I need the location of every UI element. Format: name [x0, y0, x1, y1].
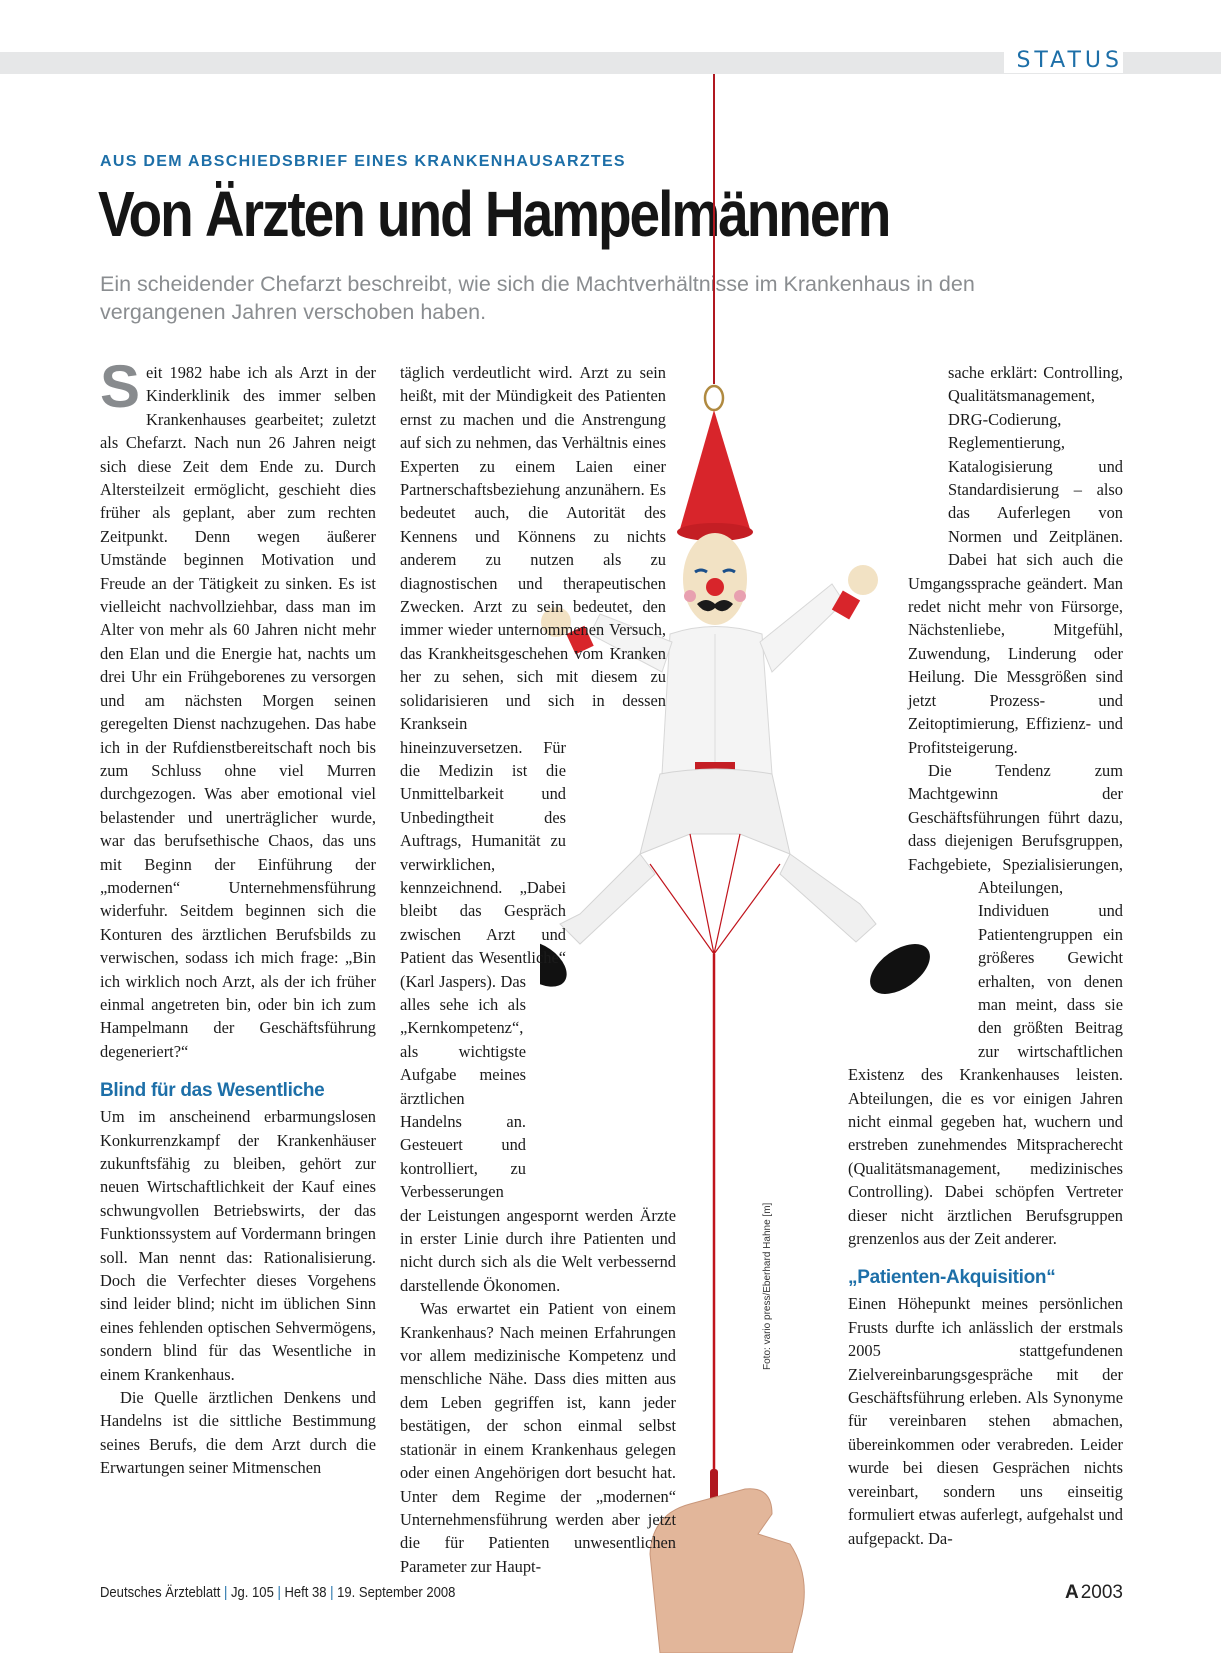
journal-name: Deutsches Ärzteblatt	[100, 1585, 221, 1601]
article-column-1	[100, 353, 376, 1480]
puppet-arm-right	[760, 584, 844, 672]
headline: Von Ärzten und Hampelmännern	[98, 178, 890, 250]
puppet-hat	[680, 410, 750, 529]
paragraph: Um im anscheinend erbarmungslosen Konkurrenzkampf der Krankenhäuser zukunftsfähig zu bleiben, gehört zur neuen Wirtschaftlichkeit der Kauf eines schwungvollen Betriebswirts, der das Funktionssystem auf Vordermann bringen soll. Man nennt das: Rationalisierung. Doch die Verfechter dieses Vorgehens sind leider blind; nicht im üblichen Sinn eines fehlenden optischen Sehvermögens, sondern blind für das Wesentliche in einem Krankenhaus.	[100, 1107, 376, 1384]
kicker: AUS DEM ABSCHIEDSBRIEF EINES KRANKENHAUSARZTES	[100, 153, 626, 170]
volume: Jg. 105	[231, 1585, 274, 1601]
paragraph: Die Tendenz zum Machtgewinn der Geschäftsführungen führt dazu, dass diejenigen Berufsgruppen, Fachgebiete, Spezialisierungen, Abteilungen, Individuen und Patientengruppen ein größeres Gewicht erhalten, von denen man meint, dass sie den größten Beitrag zur wirtschaftlichen Existenz des Krankenhauses leisten. Abteilungen, die es vor einigen Jahren nicht einmal gegeben hat, wuchern und erstreben zunehmendes Mitspracherecht (Qualitätsmanagement, medizinisches Controlling). Dabei schöpfen Vertreter dieser nicht ärztlichen Berufsgruppen grenzenlos aus der Zeit anderer.	[848, 760, 1123, 1249]
footer-citation: Deutsches Ärzteblatt | Jg. 105 | Heft 38 | 19. September 2008	[100, 1585, 456, 1601]
issue-date: 19. September 2008	[337, 1585, 456, 1601]
page-number-value: 2003	[1080, 1582, 1123, 1603]
subheading: Blind für das Wesentliche	[100, 1080, 325, 1102]
puppet-nose	[706, 578, 724, 596]
paragraph: täglich verdeutlicht wird. Arzt zu sein heißt, mit der Mündigkeit des Patienten ernst zu machen und die Anstrengung auf sich zu nehmen, das Verhältnis eines Experten zu einem Laien einer Partnerschaftsbeziehung anzunähern. Es bedeutet auch, die Autorität des Kennens und Könnens zu nichts anderem zu nutzen als zu diagnostischen und therapeutischen Zwecken. Arzt zu sein bedeutet, den immer wieder unternommenen Versuch, das Krankheitsgeschehen vom Kranken her zu sehen, sich mit diesem zu solidarisieren und sich in dessen Kranksein hineinzuversetzen. Für die Medizin ist die Unmittelbarkeit und Unbedingtheit des Auftrags, Humanität zu verwirklichen, kennzeichnend. „Dabei bleibt das Gespräch zwischen Arzt und Patient das Wesentliche“ (Karl Jaspers). Das alles sehe ich als „Kernkompetenz“, als wichtigste Aufgabe meines ärztlichen Handelns an. Gesteuert und kontrolliert, zu Verbesserungen der Leistungen angespornt werden Ärzte in erster Linie durch ihre Patienten und nicht durch sich als die Welt verbessernd darstellende Ökonomen.	[400, 363, 676, 1295]
paragraph: Was erwartet ein Patient von einem Krankenhaus? Nach meinen Erfahrungen vor allem medizinische Kompetenz und menschliche Nähe. Dass dies mitten aus dem Leben gegriffen ist, kann jeder bestätigen, der schon einmal selbst stationär in einem Krankenhaus gelegen oder einen Angehörigen dort besucht hat. Unter dem Regime der „modernen“ Unternehmensführung werden aber jetzt die für Patienten unwesentlichen Parameter zur Haupt-	[400, 1299, 676, 1576]
paragraph: Einen Höhepunkt meines persönlichen Frusts durfte ich anlässlich der erstmals 2005 stattgefundenen Zielvereinbarungsgespräche mit der Geschäftsführung erleben. Als Synonyme für vereinbaren stehen abmachen, übereinkommen oder verabreden. Leider wurde bei diesen Gesprächen nichts vereinbart, sondern uns einseitig formuliert etwas auferlegt, aufgehalst und aufgepackt. Da-	[848, 1294, 1123, 1548]
paragraph: sache erklärt: Controlling, Qualitätsmanagement, DRG-Codierung, Reglementierung, Katalogisierung und Standardisierung – also das Auferlegen von Normen und Zeitplänen. Dabei hat sich auch die Umgangssprache geändert. Man redet nicht mehr von Fürsorge, Nächstenliebe, Mitgefühl, Zuwendung, Linderung oder Heilung. Die Messgrößen sind jetzt Prozess- und Zeitoptimierung, Effizienz- und Profitsteigerung.	[908, 363, 1123, 757]
hanging-ring	[705, 386, 723, 410]
deck: Ein scheidender Chefarzt beschreibt, wie sich die Machtverhältnisse im Krankenhaus in den vergangenen Jahren verschoben haben.	[100, 272, 975, 324]
drop-cap: S	[100, 353, 141, 420]
article-column-3	[848, 361, 1123, 1550]
puppet-jacket	[662, 627, 772, 785]
section-label: STATUS	[1004, 48, 1123, 73]
paragraph: eit 1982 habe ich als Arzt in der Kinderklinik des immer selben Krankenhauses gearbeitet; zuletzt als Chefarzt. Nach nun 26 Jahren neigt sich diese Zeit dem Ende zu. Durch Altersteilzeit ermöglicht, geschieht dies früher als geplant, aber zum rechten Zeitpunkt. Denn wegen äußerer Umstände beginnen Motivation und Freude an der Tätigkeit zu sinken. Es ist vielleicht nachvollziehbar, dass man im Alter von mehr als 60 Jahren nicht mehr den Elan und die Energie hat, nachts um drei Uhr ein Frühgeborenes zu versorgen und am nächsten Morgen seinen geregelten Dienst nachzugehen. Das habe ich in der Rufdienstbereitschaft noch bis zum Schluss ohne viel Murren durchgezogen. Was aber emotional viel belastender und unerträglicher wurde, war das berufsethische Chaos, das uns mit Beginn der Einführung der „modernen“ Unternehmensführung widerfuhr. Seitdem beginnen sich die Konturen des ärztlichen Berufsbilds zu verwischen, sodass ich mich frage: „Bin ich wirklich noch Arzt, als der ich früher einmal angetreten bin, oder bin ich zum Hampelmann der Geschäftsführung degeneriert?“	[100, 363, 376, 1061]
page-prefix: A	[1064, 1582, 1079, 1603]
page-number	[1065, 1582, 1123, 1604]
article-column-2	[400, 361, 676, 1578]
issue: Heft 38	[284, 1585, 327, 1601]
photo-credit: Foto: vario press/Eberhard Hahne [m]	[762, 1202, 773, 1370]
paragraph: Die Quelle ärztlichen Denkens und Handelns ist die sittliche Bestimmung seines Berufs, die dem Arzt durch die Erwartungen seiner Mitmenschen	[100, 1388, 376, 1478]
subheading: „Patienten-Akquisition“	[848, 1267, 1056, 1289]
